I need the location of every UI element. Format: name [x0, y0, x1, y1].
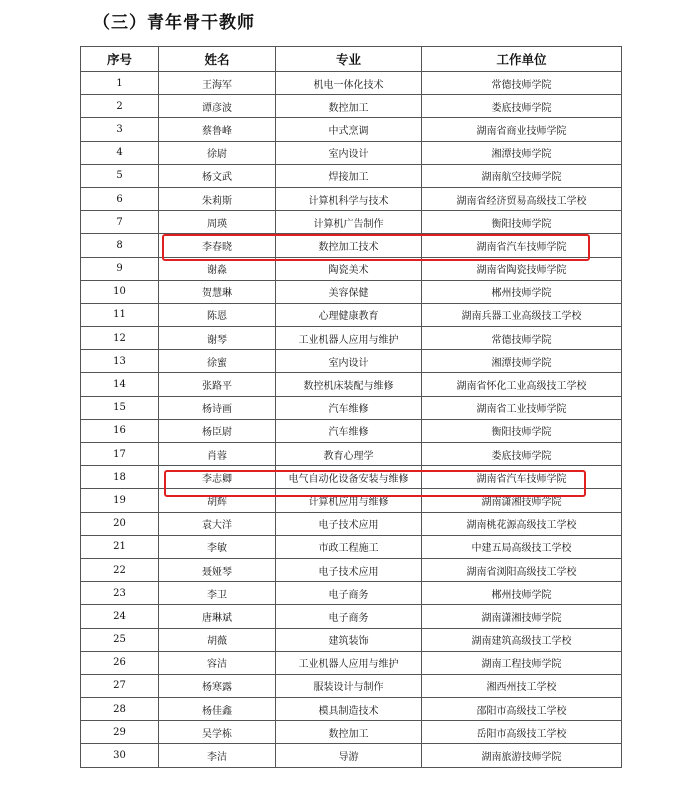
cell-major: 市政工程施工 [276, 535, 422, 558]
cell-name: 徐蜜 [159, 350, 276, 373]
cell-index: 9 [81, 257, 159, 280]
table-body [81, 72, 622, 768]
cell-index: 17 [81, 443, 159, 466]
cell-index: 16 [81, 419, 159, 442]
cell-unit: 湖南省陶瓷技师学院 [422, 257, 622, 280]
table-row [81, 489, 622, 512]
table-row [81, 373, 622, 396]
cell-name: 谢淼 [159, 257, 276, 280]
table-row [81, 280, 622, 303]
cell-unit: 娄底技师学院 [422, 443, 622, 466]
table-row [81, 257, 622, 280]
cell-name: 聂娅琴 [159, 558, 276, 581]
cell-major: 汽车维修 [276, 419, 422, 442]
cell-index: 10 [81, 280, 159, 303]
cell-unit: 湖南兵器工业高级技工学校 [422, 303, 622, 326]
cell-unit: 中建五局高级技工学校 [422, 535, 622, 558]
table-row [81, 558, 622, 581]
cell-unit: 常德技师学院 [422, 327, 622, 350]
cell-major: 焊接加工 [276, 164, 422, 187]
cell-index: 21 [81, 535, 159, 558]
cell-unit: 常德技师学院 [422, 72, 622, 95]
cell-name: 杨寒露 [159, 674, 276, 697]
cell-major: 汽车维修 [276, 396, 422, 419]
cell-name: 唐琳斌 [159, 605, 276, 628]
cell-unit: 衡阳技师学院 [422, 419, 622, 442]
cell-index: 27 [81, 674, 159, 697]
cell-major: 数控加工技术 [276, 234, 422, 257]
table-row [81, 95, 622, 118]
cell-unit: 湖南省浏阳高级技工学校 [422, 558, 622, 581]
table-row [81, 651, 622, 674]
table-row [81, 211, 622, 234]
cell-unit: 湖南航空技师学院 [422, 164, 622, 187]
cell-name: 胡辉 [159, 489, 276, 512]
cell-major: 机电一体化技术 [276, 72, 422, 95]
table-row [81, 628, 622, 651]
cell-major: 中式烹调 [276, 118, 422, 141]
cell-unit: 湘潭技师学院 [422, 141, 622, 164]
cell-unit: 湘西州技工学校 [422, 674, 622, 697]
cell-unit: 湖南省汽车技师学院 [422, 234, 622, 257]
table-row [81, 721, 622, 744]
cell-major: 心理健康教育 [276, 303, 422, 326]
table-row [81, 164, 622, 187]
cell-index: 14 [81, 373, 159, 396]
cell-name: 杨佳鑫 [159, 698, 276, 721]
cell-index: 5 [81, 164, 159, 187]
cell-name: 李洁 [159, 744, 276, 767]
cell-name: 杨臣尉 [159, 419, 276, 442]
cell-index: 29 [81, 721, 159, 744]
cell-unit: 湖南省汽车技师学院 [422, 466, 622, 489]
cell-index: 7 [81, 211, 159, 234]
table-row [81, 327, 622, 350]
cell-major: 电子商务 [276, 605, 422, 628]
cell-unit: 岳阳市高级技工学校 [422, 721, 622, 744]
cell-index: 12 [81, 327, 159, 350]
cell-index: 26 [81, 651, 159, 674]
teacher-table [80, 46, 622, 768]
cell-index: 4 [81, 141, 159, 164]
cell-name: 杨文武 [159, 164, 276, 187]
cell-name: 李卫 [159, 582, 276, 605]
cell-unit: 湖南省怀化工业高级技工学校 [422, 373, 622, 396]
cell-unit: 郴州技师学院 [422, 280, 622, 303]
cell-name: 吴学栋 [159, 721, 276, 744]
cell-name: 李春晓 [159, 234, 276, 257]
cell-unit: 湖南旅游技师学院 [422, 744, 622, 767]
cell-unit: 湖南潇湘技师学院 [422, 605, 622, 628]
cell-major: 美容保健 [276, 280, 422, 303]
header-unit: 工作单位 [422, 47, 622, 72]
table-row [81, 443, 622, 466]
cell-index: 18 [81, 466, 159, 489]
cell-unit: 湖南省工业技师学院 [422, 396, 622, 419]
cell-major: 室内设计 [276, 350, 422, 373]
cell-major: 电子商务 [276, 582, 422, 605]
cell-major: 工业机器人应用与维护 [276, 651, 422, 674]
cell-name: 王海军 [159, 72, 276, 95]
cell-major: 陶瓷美术 [276, 257, 422, 280]
cell-name: 周瑛 [159, 211, 276, 234]
cell-unit: 湖南省商业技师学院 [422, 118, 622, 141]
cell-index: 20 [81, 512, 159, 535]
cell-unit: 郴州技师学院 [422, 582, 622, 605]
table-row [81, 466, 622, 489]
cell-index: 22 [81, 558, 159, 581]
cell-index: 1 [81, 72, 159, 95]
cell-index: 28 [81, 698, 159, 721]
table-row [81, 674, 622, 697]
cell-index: 8 [81, 234, 159, 257]
cell-name: 陈恩 [159, 303, 276, 326]
cell-index: 13 [81, 350, 159, 373]
table-row [81, 118, 622, 141]
cell-unit: 邵阳市高级技工学校 [422, 698, 622, 721]
cell-unit: 湖南建筑高级技工学校 [422, 628, 622, 651]
cell-unit: 湖南桃花源高级技工学校 [422, 512, 622, 535]
header-major: 专业 [276, 47, 422, 72]
cell-unit: 湘潭技师学院 [422, 350, 622, 373]
table-row [81, 234, 622, 257]
cell-index: 15 [81, 396, 159, 419]
cell-name: 徐尉 [159, 141, 276, 164]
section-title: （三）青年骨干教师 [93, 13, 255, 33]
table-row [81, 582, 622, 605]
cell-unit: 衡阳技师学院 [422, 211, 622, 234]
cell-major: 数控加工 [276, 95, 422, 118]
cell-name: 肖蓉 [159, 443, 276, 466]
cell-major: 室内设计 [276, 141, 422, 164]
cell-index: 24 [81, 605, 159, 628]
table-row [81, 350, 622, 373]
cell-name: 贺慧琳 [159, 280, 276, 303]
cell-name: 谭彦波 [159, 95, 276, 118]
table-row [81, 698, 622, 721]
cell-name: 蔡鲁峰 [159, 118, 276, 141]
cell-major: 模具制造技术 [276, 698, 422, 721]
table-row [81, 187, 622, 210]
cell-major: 计算机科学与技术 [276, 187, 422, 210]
cell-index: 19 [81, 489, 159, 512]
table-row [81, 535, 622, 558]
cell-unit: 湖南工程技师学院 [422, 651, 622, 674]
cell-name: 容洁 [159, 651, 276, 674]
cell-unit: 湖南省经济贸易高级技工学校 [422, 187, 622, 210]
cell-major: 电子技术应用 [276, 558, 422, 581]
cell-name: 谢琴 [159, 327, 276, 350]
cell-name: 胡薇 [159, 628, 276, 651]
cell-index: 2 [81, 95, 159, 118]
cell-major: 建筑装饰 [276, 628, 422, 651]
cell-unit: 娄底技师学院 [422, 95, 622, 118]
table-row [81, 303, 622, 326]
cell-index: 6 [81, 187, 159, 210]
table-row [81, 744, 622, 767]
cell-major: 数控加工 [276, 721, 422, 744]
cell-major: 工业机器人应用与维护 [276, 327, 422, 350]
table-row [81, 141, 622, 164]
cell-major: 计算机广告制作 [276, 211, 422, 234]
cell-name: 李志卿 [159, 466, 276, 489]
cell-major: 教育心理学 [276, 443, 422, 466]
header-name: 姓名 [159, 47, 276, 72]
table-row [81, 72, 622, 95]
cell-major: 导游 [276, 744, 422, 767]
cell-major: 计算机应用与维修 [276, 489, 422, 512]
cell-name: 张路平 [159, 373, 276, 396]
cell-major: 电子技术应用 [276, 512, 422, 535]
cell-index: 3 [81, 118, 159, 141]
table-row [81, 419, 622, 442]
cell-name: 袁大洋 [159, 512, 276, 535]
cell-major: 服装设计与制作 [276, 674, 422, 697]
cell-name: 朱莉斯 [159, 187, 276, 210]
cell-name: 杨诗画 [159, 396, 276, 419]
header-index: 序号 [81, 47, 159, 72]
table-row [81, 605, 622, 628]
cell-index: 23 [81, 582, 159, 605]
cell-index: 30 [81, 744, 159, 767]
table-row [81, 512, 622, 535]
table-row [81, 396, 622, 419]
cell-major: 数控机床装配与维修 [276, 373, 422, 396]
cell-name: 李敏 [159, 535, 276, 558]
cell-unit: 湖南潇湘技师学院 [422, 489, 622, 512]
cell-index: 11 [81, 303, 159, 326]
table-header-row [81, 47, 622, 72]
cell-index: 25 [81, 628, 159, 651]
cell-major: 电气自动化设备安装与维修 [276, 466, 422, 489]
